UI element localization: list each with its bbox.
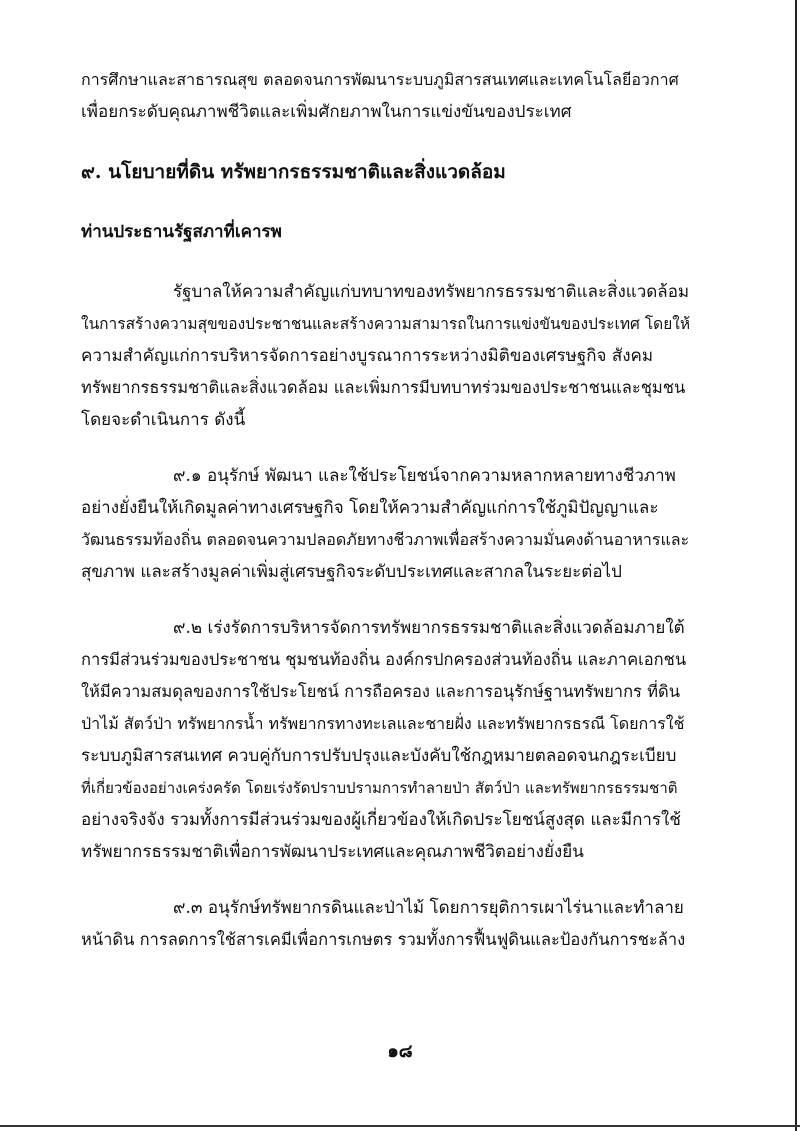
section-heading: ๙. นโยบายที่ดิน ทรัพยากรธรรมชาติและสิ่งแวดล้อม xyxy=(81,161,506,183)
paragraph-line: ๙.๓ อนุรักษ์ทรัพยากรดินและป่าไม้ โดยการยุติการเผาไร่นาและทำลาย xyxy=(173,898,684,918)
page-right-edge xyxy=(795,0,797,1131)
intro-line: การศึกษาและสาธารณสุข ตลอดจนการพัฒนาระบบภูมิสารสนเทศและเทคโนโลยีอวกาศ xyxy=(81,70,679,89)
paragraph-line: อย่างจริงจัง รวมทั้งการมีส่วนร่วมของผู้เกี่ยวข้องให้เกิดประโยชน์สูงสุด และมีการใช้ xyxy=(81,810,681,830)
paragraph-line: ระบบภูมิสารสนเทศ ควบคู่กับการปรับปรุงและบังคับใช้กฎหมายตลอดจนกฎระเบียบ xyxy=(81,746,677,766)
paragraph-line: ความสำคัญแก่การบริหารจัดการอย่างบูรณาการระหว่างมิติของเศรษฐกิจ สังคม xyxy=(81,346,654,366)
paragraph-line: ในการสร้างความสุขของประชาชนและสร้างความสามารถในการแข่งขันของประเทศ โดยให้ xyxy=(81,315,691,333)
paragraph-line: หน้าดิน การลดการใช้สารเคมีเพื่อการเกษตร รวมทั้งการฟื้นฟูดินและป้องกันการชะล้าง xyxy=(81,930,686,949)
page-number: ๑๘ xyxy=(387,1041,413,1062)
paragraph-9-3 xyxy=(81,892,693,956)
paragraph-line: ๙.๑ อนุรักษ์ พัฒนา และใช้ประโยชน์จากความหลากหลายทางชีวภาพ xyxy=(173,466,676,486)
paragraph-9-2 xyxy=(81,612,693,868)
paragraph-line: ทรัพยากรธรรมชาติและสิ่งแวดล้อม และเพิ่มการมีบทบาทร่วมของประชาชนและชุมชน xyxy=(81,378,686,397)
paragraph-line: วัฒนธรรมท้องถิ่น ตลอดจนความปลอดภัยทางชีวภาพเพื่อสร้างความมั่นคงด้านอาหารและ xyxy=(81,530,690,549)
paragraph-line: ทรัพยากรธรรมชาติเพื่อการพัฒนาประเทศและคุณภาพชีวิตอย่างยั่งยืน xyxy=(81,842,584,862)
page-bottom-edge xyxy=(0,1125,800,1127)
paragraph-9-1 xyxy=(81,460,693,588)
salutation: ท่านประธานรัฐสภาที่เคารพ xyxy=(81,222,282,242)
paragraph-line: รัฐบาลให้ความสำคัญแก่บทบาทของทรัพยากรธรรมชาติและสิ่งแวดล้อม xyxy=(173,282,690,302)
paragraph-line: ที่เกี่ยวข้องอย่างเคร่งครัด โดยเร่งรัดปราบปรามการทำลายป่า สัตว์ป่า และทรัพยากรธรรมชาติ xyxy=(81,779,678,797)
paragraph-main xyxy=(81,276,693,436)
paragraph-line: ให้มีความสมดุลของการใช้ประโยชน์ การถือครอง และการอนุรักษ์ฐานทรัพยากร ที่ดิน xyxy=(81,682,681,701)
paragraph-line: ๙.๒ เร่งรัดการบริหารจัดการทรัพยากรธรรมชาติและสิ่งแวดล้อมภายใต้ xyxy=(173,618,685,638)
paragraph-line: การมีส่วนร่วมของประชาชน ชุมชนท้องถิ่น องค์กรปกครองส่วนท้องถิ่น และภาคเอกชน xyxy=(81,650,687,669)
intro-line: เพื่อยกระดับคุณภาพชีวิตและเพิ่มศักยภาพในการแข่งขันของประเทศ xyxy=(81,102,572,122)
document-body xyxy=(81,64,693,956)
paragraph-line: ป่าไม้ สัตว์ป่า ทรัพยากรน้ำ ทรัพยากรทางทะเลและชายฝั่ง และทรัพยากรธรณี โดยการใช้ xyxy=(81,714,685,733)
paragraph-line: โดยจะดำเนินการ ดังนี้ xyxy=(81,410,246,430)
paragraph-line: สุขภาพ และสร้างมูลค่าเพิ่มสู่เศรษฐกิจระดับประเทศและสากลในระยะต่อไป xyxy=(81,562,622,582)
paragraph-line: อย่างยั่งยืนให้เกิดมูลค่าทางเศรษฐกิจ โดยให้ความสำคัญแก่การใช้ภูมิปัญญาและ xyxy=(81,498,659,518)
